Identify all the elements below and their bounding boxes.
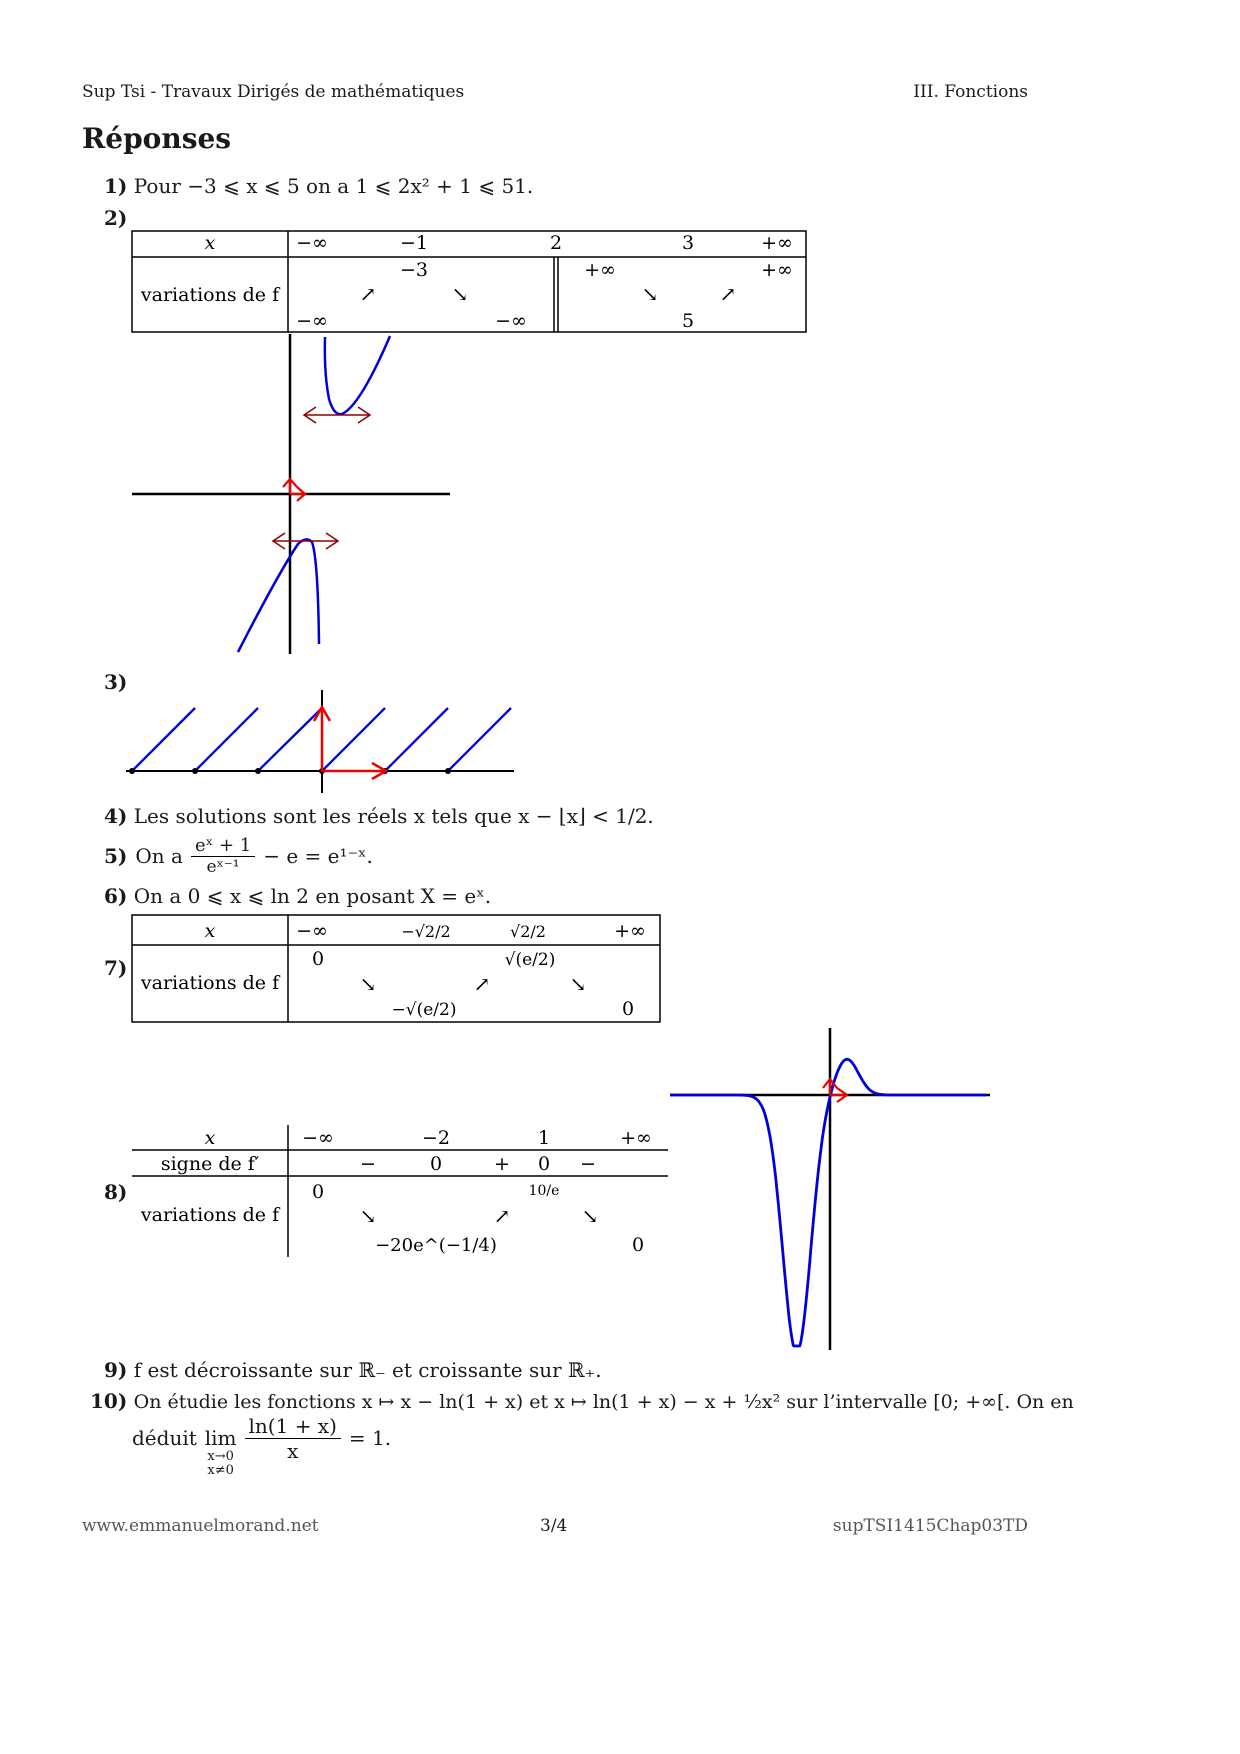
table8-sign-3: + [494,1153,510,1175]
item-7-number: 7) [104,956,128,980]
table2-arrow-3: ↘ [641,282,659,306]
table2-arrow-4: ↗ [719,282,737,306]
table8-arrow-1: ↘ [359,1204,377,1228]
variation-table-2 [130,229,810,335]
table2-arrow-1: ↗ [359,282,377,306]
table7-var-2: −√(e/2) [391,1000,457,1020]
table8-x-3: 1 [537,1127,551,1149]
header-right: III. Fonctions [913,82,1028,102]
table2-x-4: 3 [681,232,695,254]
item-8-number: 8) [104,1180,128,1204]
fraction: eˣ + 1 eˣ⁻¹ [191,835,255,877]
curve-f [670,1059,986,1346]
table8-sign-4: 0 [537,1153,551,1175]
item-text: f est décroissante sur ℝ₋ et croissante sur ℝ₊. [133,1358,602,1382]
footer-website: www.emmanuelmorand.net [82,1516,319,1536]
item-3-number: 3) [104,670,128,694]
item-6: 6) On a 0 ⩽ x ⩽ ln 2 en posant X = eˣ. [104,884,492,908]
header-left: Sup Tsi - Travaux Dirigés de mathématiques [82,82,465,102]
graph-3 [126,688,518,796]
table2-var-6: +∞ [761,259,793,281]
item-10-line1: 10) On étudie les fonctions x ↦ x − ln(1 + x) et x ↦ ln(1 + x) − x + ½x² sur l’intervalle [0; +∞[. On en [90,1389,1074,1413]
item-1 [104,174,533,198]
table8-var-3: 10/e [528,1183,560,1199]
table8-var-2: −20e^(−1/4) [375,1235,497,1256]
table2-x-3: 2 [549,232,563,254]
table2-x-1: −∞ [296,232,328,254]
table8-x-2: −2 [421,1127,451,1149]
curve-upper-branch [325,336,390,414]
table2-var-3: −∞ [495,310,527,332]
item-text: On a 0 ⩽ x ⩽ ln 2 en posant X = eˣ. [133,884,492,908]
table8-row2-label: signe de f′ [160,1153,260,1175]
table8-x-4: +∞ [620,1127,652,1149]
item-9: 9) f est décroissante sur ℝ₋ et croissante sur ℝ₊. [104,1358,602,1382]
table7-arrow-3: ↘ [569,972,587,996]
graph-8 [670,1026,994,1352]
table8-sign-5: − [580,1153,596,1175]
tangent-arrow-upper [304,407,370,423]
item-4: 4) Les solutions sont les réels x tels que x − ⌊x⌋ < 1/2. [104,804,654,828]
graph-2 [128,334,458,656]
table7-row1-label: x [204,920,216,942]
table8-row1-label: x [204,1127,216,1149]
table8-var-1: 0 [311,1181,325,1203]
item-number: 1) [104,174,128,198]
table7-row2-label: variations de f [140,972,280,994]
table7-var-3: √(e/2) [504,950,556,970]
table7-arrow-1: ↘ [359,972,377,996]
table2-row1-label: x [204,232,216,254]
item-text: On étudie les fonctions x ↦ x − ln(1 + x) et x ↦ ln(1 + x) − x + ½x² sur l’intervalle [0; +∞[. On en [133,1391,1074,1413]
table8-row3-label: variations de f [140,1204,280,1226]
table7-x-3: √2/2 [510,922,546,941]
table2-var-2: −3 [399,259,429,281]
table8-arrow-2: ↗ [493,1204,511,1228]
table7-var-4: 0 [621,998,635,1020]
table7-arrow-2: ↗ [473,972,491,996]
table2-var-4: +∞ [584,259,616,281]
table8-sign-2: 0 [429,1153,443,1175]
table8-arrow-3: ↘ [581,1204,599,1228]
table2-row2-label: variations de f [140,284,280,306]
table7-var-1: 0 [311,948,325,970]
variation-table-7 [130,913,664,1025]
table7-x-2: −√2/2 [401,922,451,941]
table8-sign-1: − [360,1153,376,1175]
item-2-number: 2) [104,206,128,230]
item-5: 5) On a eˣ + 1 eˣ⁻¹ − e = e¹⁻ˣ. [104,835,373,877]
fraction: $\frac{\ln(1 + x)}{x}$ [245,1414,341,1463]
table8-var-4: 0 [631,1234,645,1256]
item-10-line2: déduit lim x→0 x≠0 $\frac{\ln(1 + x)}{x}$ = 1. [132,1414,392,1478]
curve-lower-branch [238,539,319,652]
item-text: Les solutions sont les réels x tels que x − ⌊x⌋ < 1/2. [133,804,654,828]
table8-x-1: −∞ [302,1127,334,1149]
tangent-arrow-lower [273,533,338,549]
table2-var-5: 5 [681,310,695,332]
item-text: Pour −3 ⩽ x ⩽ 5 on a 1 ⩽ 2x² + 1 ⩽ 51. [133,174,534,198]
limit: lim x→0 x≠0 [204,1426,237,1478]
unit-vectors [283,479,305,501]
table2-arrow-2: ↘ [451,282,469,306]
footer-page-number: 3/4 [540,1516,568,1536]
variation-table-8 [130,1123,670,1259]
table7-x-1: −∞ [296,920,328,942]
table7-x-4: +∞ [614,920,646,942]
table2-x-2: −1 [399,232,429,254]
table2-var-1: −∞ [296,310,328,332]
footer-doc-id: supTSI1415Chap03TD [832,1516,1028,1536]
table2-x-5: +∞ [761,232,793,254]
page-title: Réponses [82,122,232,155]
